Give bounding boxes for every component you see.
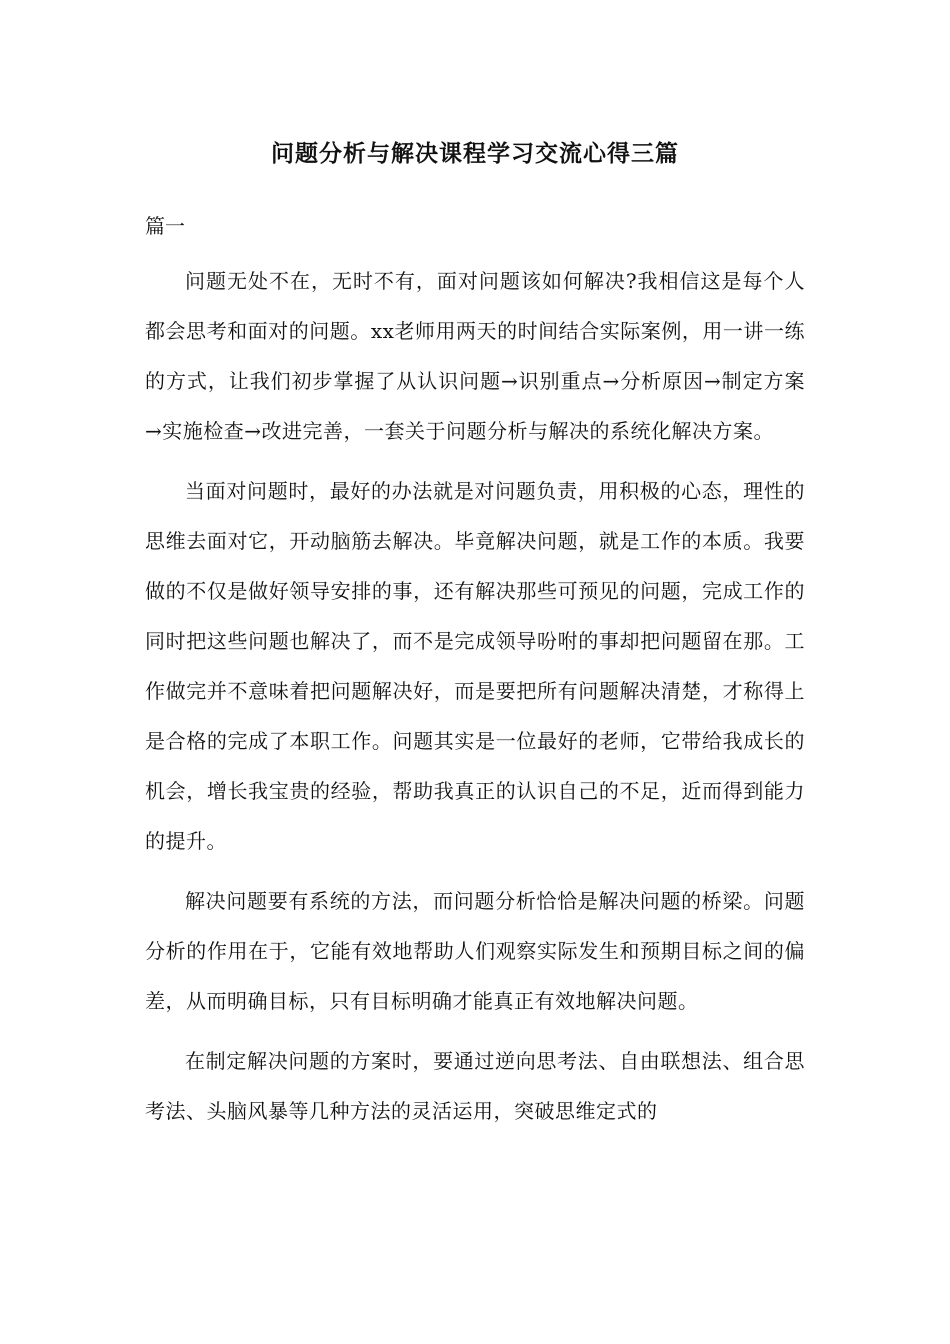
paragraph-2: 当面对问题时，最好的办法就是对问题负责，用积极的心态，理性的思维去面对它，开动脑筋去解决。毕竟解决问题，就是工作的本质。我要做的不仅是做好领导安排的事，还有解决那些可预见的问题，完成工作的同时把这些问题也解决了，而不是完成领导吩咐的事却把问题留在那。工作做完并不意味着把问题解决好，而是要把所有问题解决清楚，才称得上是合格的完成了本职工作。问题其实是一位最好的老师，它带给我成长的机会，增长我宝贵的经验，帮助我真正的认识自己的不足，近而得到能力的提升。 bbox=[145, 479, 805, 853]
section-label: 篇一 bbox=[145, 214, 185, 238]
document-body bbox=[145, 206, 805, 1146]
paragraph-1: 问题无处不在，无时不有，面对问题该如何解决?我相信这是每个人都会思考和面对的问题。xx老师用两天的时间结合实际案例，用一讲一练的方式，让我们初步掌握了从认识问题→识别重点→分析原因→制定方案→实施检查→改进完善，一套关于问题分析与解决的系统化解决方案。 bbox=[145, 269, 805, 443]
document-title: 问题分析与解决课程学习交流心得三篇 bbox=[271, 140, 679, 167]
paragraph-3: 解决问题要有系统的方法，而问题分析恰恰是解决问题的桥梁。问题分析的作用在于，它能有效地帮助人们观察实际发生和预期目标之间的偏差，从而明确目标，只有目标明确才能真正有效地解决问题。 bbox=[145, 889, 805, 1013]
paragraph-4: 在制定解决问题的方案时，要通过逆向思考法、自由联想法、组合思考法、头脑风暴等几种方法的灵活运用，突破思维定式的 bbox=[145, 1049, 805, 1123]
